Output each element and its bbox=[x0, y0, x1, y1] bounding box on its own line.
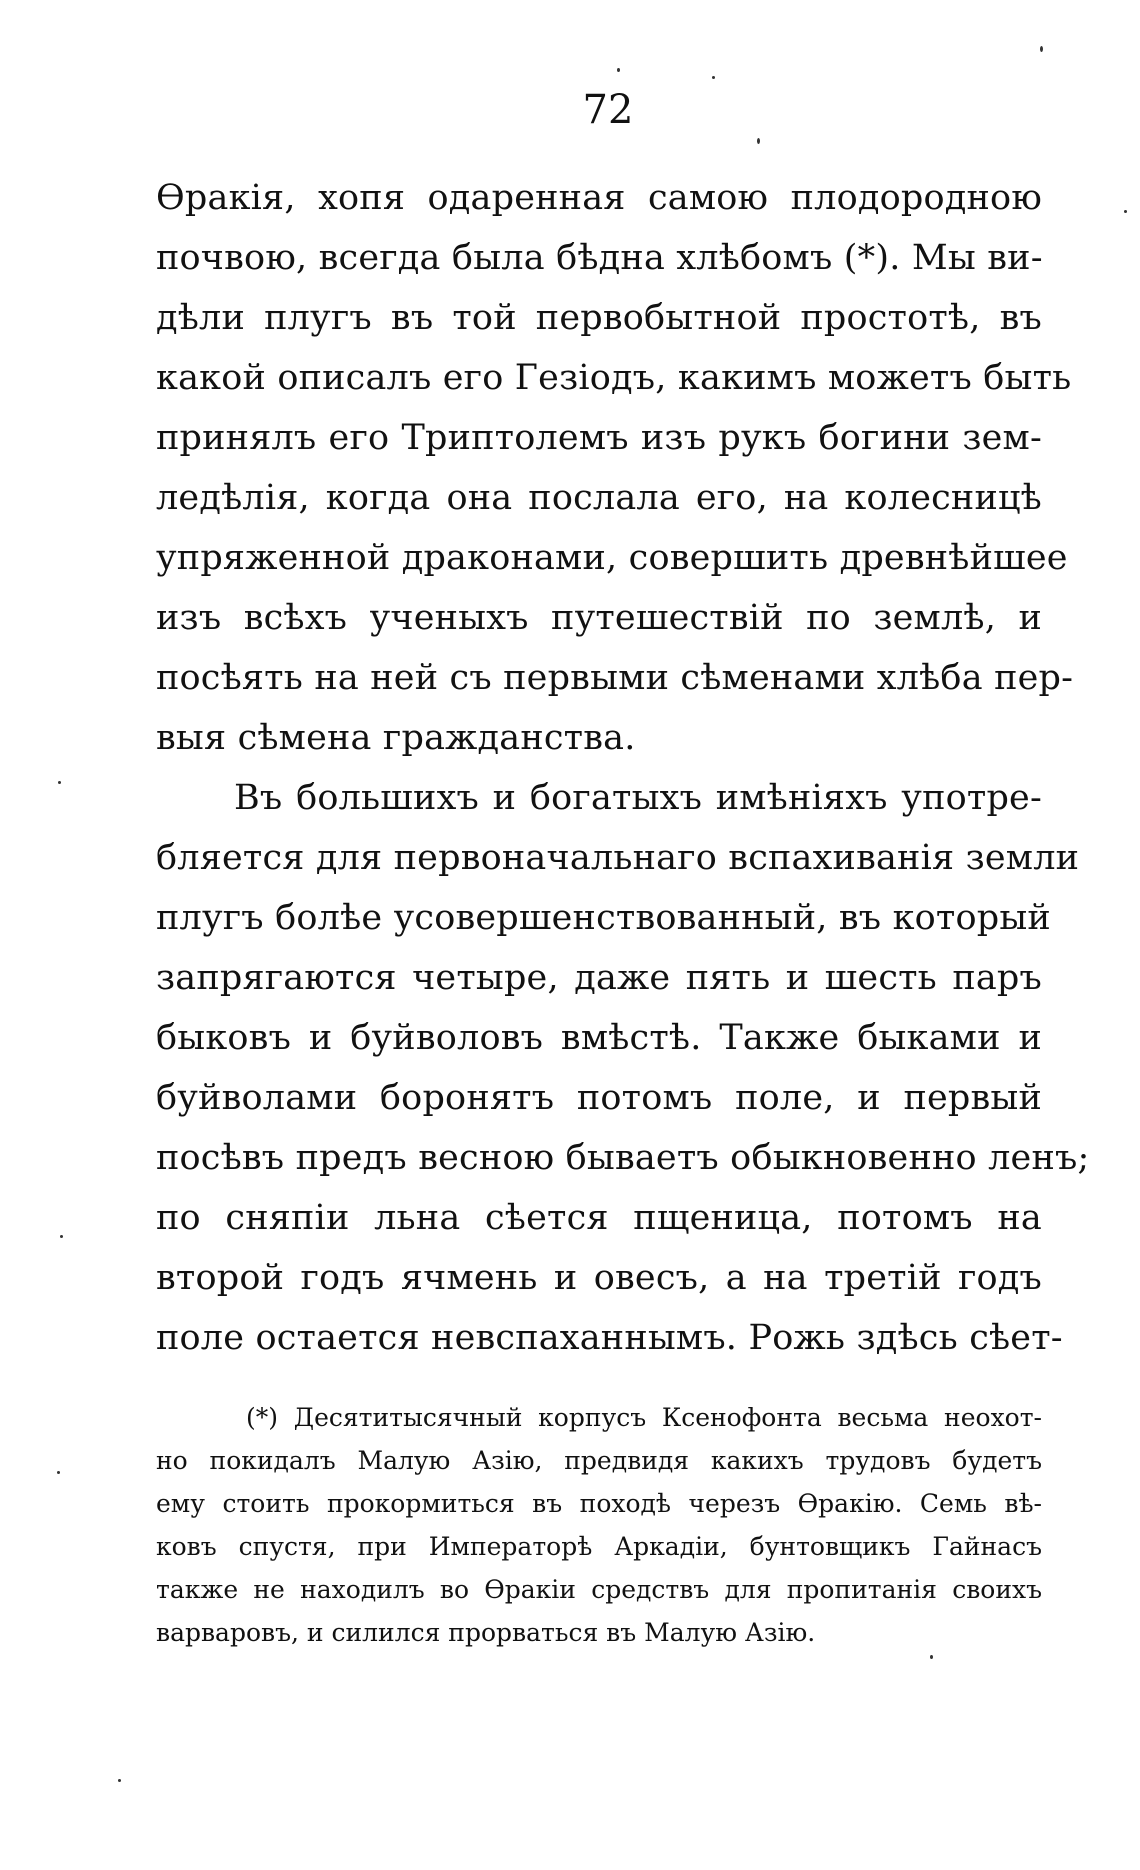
scan-speck bbox=[1124, 210, 1127, 213]
main-text bbox=[156, 168, 1090, 1368]
scan-speck bbox=[1040, 46, 1043, 52]
footnote-line: также не находилъ во Ѳракіи средствъ для пропитанія своихъ bbox=[156, 1575, 1042, 1604]
text-line: ледѣлія, когда она послала его, на колесницѣ bbox=[156, 478, 1042, 518]
scan-speck bbox=[118, 1779, 121, 1782]
text-line: дѣли плугъ въ той первобытной простотѣ, въ bbox=[156, 298, 1042, 338]
text-line: запрягаются четыре, даже пять и шесть паръ bbox=[156, 958, 1042, 998]
page-number: 72 bbox=[582, 87, 634, 133]
scan-speck bbox=[712, 76, 715, 79]
scan-speck bbox=[58, 781, 61, 784]
footnote-line: но покидалъ Малую Азію, предвидя какихъ трудовъ будетъ bbox=[156, 1446, 1042, 1475]
text-line: выя сѣмена гражданства. bbox=[156, 718, 636, 758]
text-line: буйволами боронятъ потомъ поле, и первый bbox=[156, 1078, 1042, 1118]
text-line: изъ всѣхъ ученыхъ путешествій по землѣ, и bbox=[156, 598, 1042, 638]
scan-speck bbox=[60, 1235, 63, 1238]
text-line: почвою, всегда была бѣдна хлѣбомъ (*). Мы ви- bbox=[156, 238, 1043, 278]
text-line: второй годъ ячмень и овесъ, а на третій годъ bbox=[156, 1258, 1042, 1298]
footnote bbox=[156, 1396, 1042, 1654]
text-line: поле остается невспаханнымъ. Рожь здѣсь сѣет- bbox=[156, 1318, 1063, 1358]
text-line: быковъ и буйволовъ вмѣстѣ. Также быками и bbox=[156, 1018, 1042, 1058]
text-line: по сняпіи льна сѣется пщеница, потомъ на bbox=[156, 1198, 1042, 1238]
text-line: посѣвъ предъ весною бываетъ обыкновенно ленъ; bbox=[156, 1138, 1090, 1178]
scan-speck bbox=[617, 68, 620, 72]
footnote-line: варваровъ, и силился прорваться въ Малую Азію. bbox=[156, 1618, 816, 1647]
footnote-line: ковъ спустя, при Императорѣ Аркадіи, бунтовщикъ Гайнасъ bbox=[156, 1532, 1042, 1561]
scan-speck bbox=[930, 1655, 933, 1659]
scan-speck bbox=[757, 138, 760, 144]
footnote-line: ему стоить прокормиться въ походѣ черезъ Ѳракію. Семь вѣ- bbox=[156, 1489, 1042, 1518]
text-line: принялъ его Триптолемъ изъ рукъ богини зем- bbox=[156, 418, 1042, 458]
text-line: плугъ болѣе усовершенствованный, въ который bbox=[156, 898, 1051, 938]
text-line: Ѳракія, хопя одаренная самою плодородною bbox=[156, 178, 1042, 218]
footnote-line: (*) Десятитысячный корпусъ Ксенофонта весьма неохот- bbox=[246, 1403, 1042, 1432]
text-line: Въ большихъ и богатыхъ имѣніяхъ употре- bbox=[234, 778, 1042, 818]
text-line: какой описалъ его Гезіодъ, какимъ можетъ быть bbox=[156, 358, 1072, 398]
text-line: бляется для первоначальнаго вспахиванія земли bbox=[156, 838, 1080, 878]
scan-speck bbox=[57, 1471, 60, 1474]
text-line: упряженной драконами, совершить древнѣйшее bbox=[156, 538, 1068, 578]
text-line: посѣять на ней съ первыми сѣменами хлѣба пер- bbox=[156, 658, 1074, 698]
